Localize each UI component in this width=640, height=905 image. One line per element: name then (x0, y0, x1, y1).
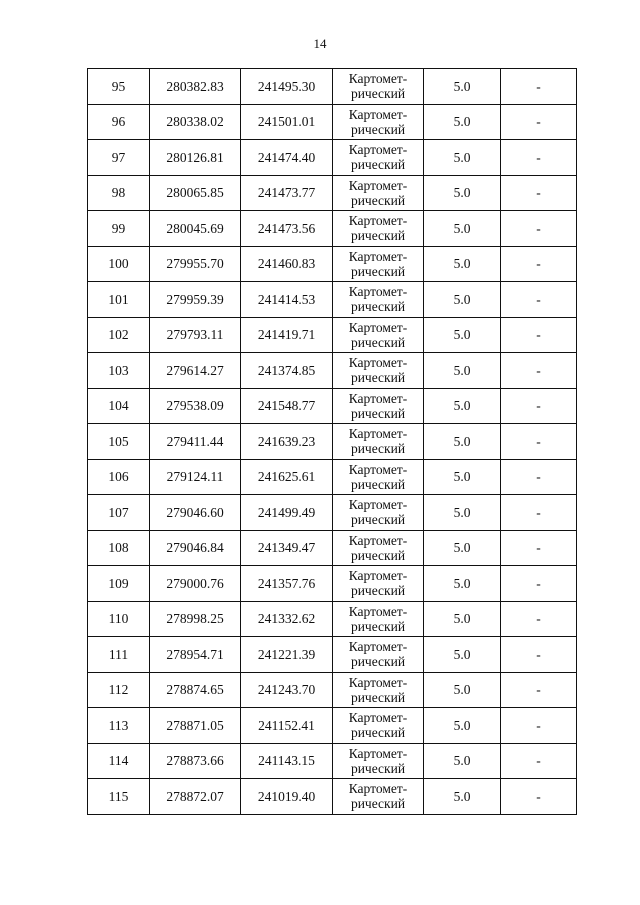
cell-precision: 5.0 (424, 282, 501, 318)
cell-x-coordinate: 279955.70 (150, 246, 241, 282)
cell-y-coordinate: 241473.77 (241, 175, 333, 211)
cell-note: - (501, 637, 577, 673)
cell-note: - (501, 495, 577, 531)
cell-y-coordinate: 241499.49 (241, 495, 333, 531)
cell-point-number: 99 (88, 211, 150, 247)
table-row (88, 104, 577, 140)
cell-precision: 5.0 (424, 672, 501, 708)
cell-y-coordinate: 241374.85 (241, 353, 333, 389)
cell-method: Картомет- рический (333, 104, 424, 140)
cell-point-number: 97 (88, 140, 150, 176)
cell-point-number: 102 (88, 317, 150, 353)
table-row (88, 779, 577, 815)
cell-note: - (501, 672, 577, 708)
cell-method: Картомет- рический (333, 779, 424, 815)
cell-note: - (501, 601, 577, 637)
cell-point-number: 110 (88, 601, 150, 637)
cell-x-coordinate: 278872.07 (150, 779, 241, 815)
cell-method: Картомет- рический (333, 140, 424, 176)
cell-precision: 5.0 (424, 779, 501, 815)
cell-x-coordinate: 280065.85 (150, 175, 241, 211)
cell-precision: 5.0 (424, 246, 501, 282)
cell-precision: 5.0 (424, 69, 501, 105)
cell-precision: 5.0 (424, 566, 501, 602)
cell-y-coordinate: 241419.71 (241, 317, 333, 353)
table-row (88, 353, 577, 389)
table-row (88, 211, 577, 247)
cell-y-coordinate: 241639.23 (241, 424, 333, 460)
cell-point-number: 100 (88, 246, 150, 282)
cell-x-coordinate: 280338.02 (150, 104, 241, 140)
cell-x-coordinate: 278998.25 (150, 601, 241, 637)
cell-note: - (501, 779, 577, 815)
cell-y-coordinate: 241019.40 (241, 779, 333, 815)
cell-point-number: 109 (88, 566, 150, 602)
cell-method: Картомет- рический (333, 246, 424, 282)
cell-y-coordinate: 241501.01 (241, 104, 333, 140)
table-row (88, 282, 577, 318)
cell-y-coordinate: 241332.62 (241, 601, 333, 637)
table-row (88, 601, 577, 637)
cell-point-number: 115 (88, 779, 150, 815)
cell-y-coordinate: 241473.56 (241, 211, 333, 247)
cell-point-number: 108 (88, 530, 150, 566)
cell-note: - (501, 140, 577, 176)
cell-y-coordinate: 241243.70 (241, 672, 333, 708)
cell-method: Картомет- рический (333, 282, 424, 318)
cell-point-number: 112 (88, 672, 150, 708)
cell-precision: 5.0 (424, 530, 501, 566)
table-body (88, 69, 577, 815)
cell-method: Картомет- рический (333, 388, 424, 424)
cell-method: Картомет- рический (333, 637, 424, 673)
cell-method: Картомет- рический (333, 459, 424, 495)
cell-note: - (501, 175, 577, 211)
cell-method: Картомет- рический (333, 317, 424, 353)
cell-point-number: 111 (88, 637, 150, 673)
cell-x-coordinate: 280382.83 (150, 69, 241, 105)
cell-precision: 5.0 (424, 743, 501, 779)
cell-precision: 5.0 (424, 353, 501, 389)
cell-y-coordinate: 241143.15 (241, 743, 333, 779)
cell-x-coordinate: 278873.66 (150, 743, 241, 779)
cell-point-number: 104 (88, 388, 150, 424)
cell-method: Картомет- рический (333, 566, 424, 602)
cell-note: - (501, 708, 577, 744)
cell-point-number: 114 (88, 743, 150, 779)
cell-note: - (501, 424, 577, 460)
cell-y-coordinate: 241495.30 (241, 69, 333, 105)
cell-method: Картомет- рический (333, 175, 424, 211)
coordinates-table (87, 68, 577, 815)
cell-point-number: 98 (88, 175, 150, 211)
cell-precision: 5.0 (424, 424, 501, 460)
cell-note: - (501, 743, 577, 779)
cell-note: - (501, 317, 577, 353)
cell-y-coordinate: 241625.61 (241, 459, 333, 495)
cell-x-coordinate: 279124.11 (150, 459, 241, 495)
cell-precision: 5.0 (424, 317, 501, 353)
table-row (88, 637, 577, 673)
cell-note: - (501, 282, 577, 318)
table-row (88, 246, 577, 282)
cell-note: - (501, 566, 577, 602)
cell-precision: 5.0 (424, 104, 501, 140)
cell-note: - (501, 246, 577, 282)
cell-point-number: 105 (88, 424, 150, 460)
cell-method: Картомет- рический (333, 424, 424, 460)
page-number: 14 (313, 36, 327, 51)
cell-y-coordinate: 241221.39 (241, 637, 333, 673)
cell-note: - (501, 530, 577, 566)
cell-point-number: 106 (88, 459, 150, 495)
cell-method: Картомет- рический (333, 672, 424, 708)
cell-x-coordinate: 279614.27 (150, 353, 241, 389)
cell-note: - (501, 353, 577, 389)
cell-y-coordinate: 241474.40 (241, 140, 333, 176)
cell-method: Картомет- рический (333, 69, 424, 105)
cell-point-number: 95 (88, 69, 150, 105)
cell-y-coordinate: 241357.76 (241, 566, 333, 602)
cell-method: Картомет- рический (333, 601, 424, 637)
cell-precision: 5.0 (424, 708, 501, 744)
table-row (88, 424, 577, 460)
table-row (88, 743, 577, 779)
cell-precision: 5.0 (424, 495, 501, 531)
cell-method: Картомет- рический (333, 495, 424, 531)
cell-y-coordinate: 241349.47 (241, 530, 333, 566)
cell-x-coordinate: 279046.60 (150, 495, 241, 531)
cell-x-coordinate: 280045.69 (150, 211, 241, 247)
cell-x-coordinate: 279046.84 (150, 530, 241, 566)
cell-x-coordinate: 279793.11 (150, 317, 241, 353)
cell-x-coordinate: 278874.65 (150, 672, 241, 708)
cell-precision: 5.0 (424, 459, 501, 495)
cell-precision: 5.0 (424, 601, 501, 637)
table-row (88, 530, 577, 566)
table-row (88, 708, 577, 744)
cell-method: Картомет- рический (333, 530, 424, 566)
cell-note: - (501, 459, 577, 495)
cell-point-number: 113 (88, 708, 150, 744)
table-row (88, 317, 577, 353)
cell-x-coordinate: 278954.71 (150, 637, 241, 673)
cell-method: Картомет- рический (333, 353, 424, 389)
cell-note: - (501, 211, 577, 247)
cell-x-coordinate: 280126.81 (150, 140, 241, 176)
cell-precision: 5.0 (424, 211, 501, 247)
table-row (88, 566, 577, 602)
cell-precision: 5.0 (424, 388, 501, 424)
cell-note: - (501, 69, 577, 105)
table-row (88, 69, 577, 105)
cell-y-coordinate: 241414.53 (241, 282, 333, 318)
cell-point-number: 101 (88, 282, 150, 318)
cell-point-number: 107 (88, 495, 150, 531)
cell-x-coordinate: 278871.05 (150, 708, 241, 744)
cell-point-number: 96 (88, 104, 150, 140)
table-row (88, 140, 577, 176)
cell-x-coordinate: 279959.39 (150, 282, 241, 318)
cell-x-coordinate: 279000.76 (150, 566, 241, 602)
table-row (88, 672, 577, 708)
cell-y-coordinate: 241152.41 (241, 708, 333, 744)
cell-y-coordinate: 241548.77 (241, 388, 333, 424)
table-row (88, 175, 577, 211)
cell-note: - (501, 388, 577, 424)
cell-method: Картомет- рический (333, 211, 424, 247)
cell-precision: 5.0 (424, 140, 501, 176)
table-row (88, 459, 577, 495)
cell-y-coordinate: 241460.83 (241, 246, 333, 282)
cell-method: Картомет- рический (333, 708, 424, 744)
cell-point-number: 103 (88, 353, 150, 389)
cell-method: Картомет- рический (333, 743, 424, 779)
cell-x-coordinate: 279538.09 (150, 388, 241, 424)
cell-precision: 5.0 (424, 637, 501, 673)
cell-note: - (501, 104, 577, 140)
cell-precision: 5.0 (424, 175, 501, 211)
table-row (88, 388, 577, 424)
cell-x-coordinate: 279411.44 (150, 424, 241, 460)
table-row (88, 495, 577, 531)
